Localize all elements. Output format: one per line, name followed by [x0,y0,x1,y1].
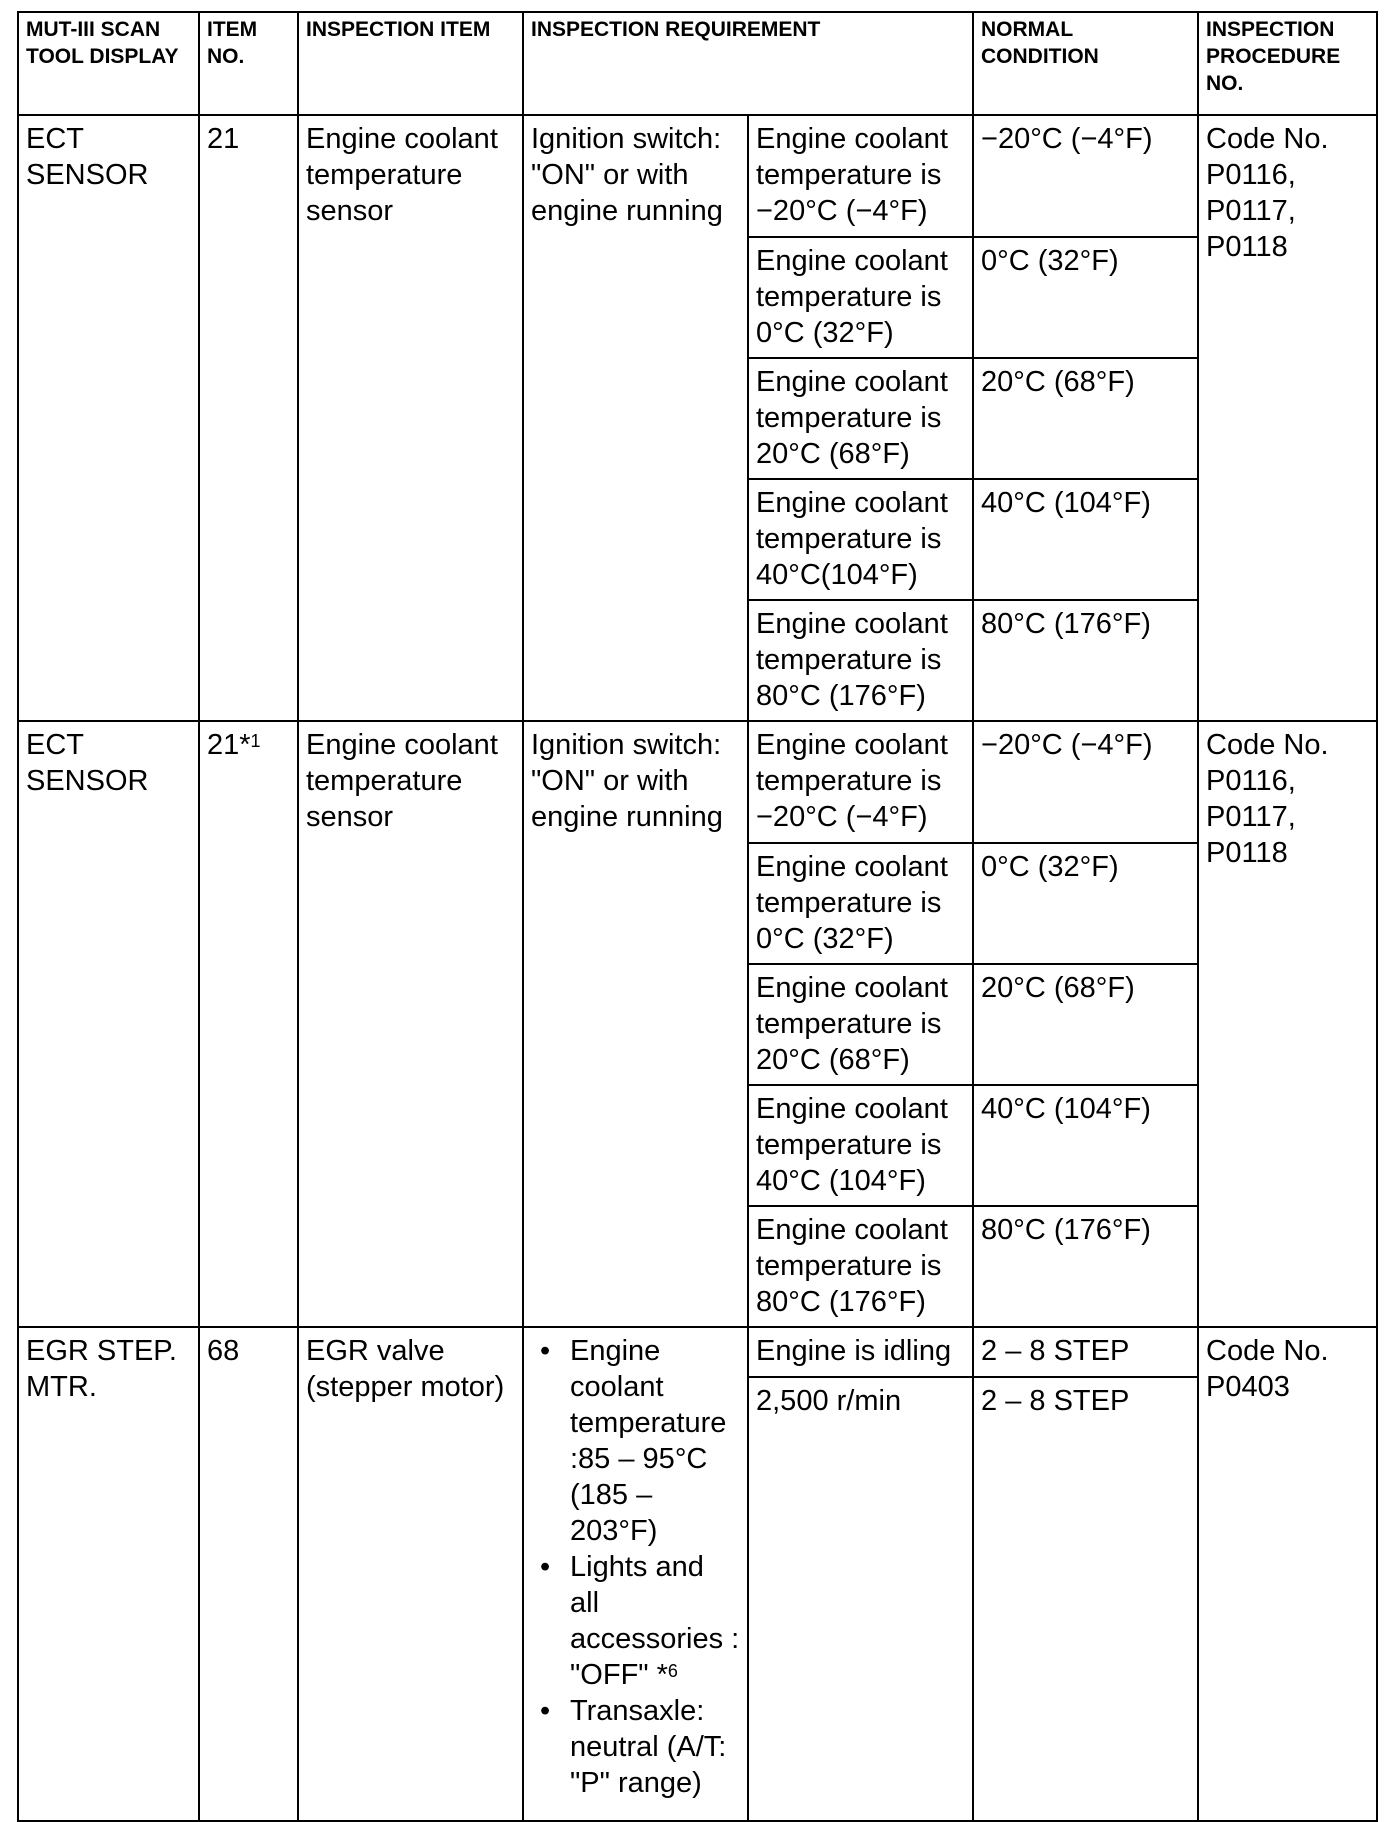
scan-tool-display-cell: ECT SENSOR [18,721,199,1327]
condition-cell: Engine coolant temperature is 0°C (32°F) [748,843,973,964]
condition-cell: Engine is idling [748,1327,973,1377]
header-scan-tool-display: MUT-III SCAN TOOL DISPLAY [18,12,199,115]
header-normal-condition: NORMAL CONDITION [973,12,1198,115]
scan-tool-display-cell: ECT SENSOR [18,115,199,721]
normal-condition-cell: 2 – 8 STEP [973,1327,1198,1377]
condition-cell: Engine coolant temperature is 40°C(104°F) [748,479,973,600]
inspection-item-cell: Engine coolant temperature sensor [298,115,523,721]
normal-condition-cell: 20°C (68°F) [973,964,1198,1085]
condition-cell: Engine coolant temperature is 80°C (176°F) [748,600,973,721]
footnote-marker: 6 [667,1661,678,1681]
condition-cell: Engine coolant temperature is 0°C (32°F) [748,237,973,358]
requirement-bullet-list [531,1333,740,1801]
table-row [18,721,1377,843]
condition-cell: Engine coolant temperature is −20°C (−4°F) [748,115,973,237]
list-item: • Engine coolant temperature :85 – 95°C (185 – 203°F) [531,1333,740,1549]
procedure-no-cell: Code No. P0403 [1198,1327,1377,1821]
item-no-cell: 68 [199,1327,298,1821]
header-procedure-no: INSPECTION PROCEDURE NO. [1198,12,1377,115]
item-no-text: 21* [207,729,251,761]
inspection-table [17,11,1378,1822]
normal-condition-cell: 20°C (68°F) [973,358,1198,479]
list-item: • Transaxle: neutral (A/T: "P" range) [531,1693,740,1801]
item-no-cell [199,721,298,1327]
header-item-no: ITEM NO. [199,12,298,115]
table-row [18,115,1377,237]
inspection-requirement-cell: Ignition switch: "ON" or with engine running [523,721,748,1327]
footnote-marker: 1 [250,731,261,751]
condition-cell: Engine coolant temperature is −20°C (−4°F) [748,721,973,843]
condition-cell: Engine coolant temperature is 40°C (104°F) [748,1085,973,1206]
condition-cell: 2,500 r/min [748,1377,973,1821]
header-inspection-item: INSPECTION ITEM [298,12,523,115]
bullet-text: Lights and all accessories : "OFF" * [570,1551,740,1691]
header-row [18,12,1377,115]
condition-cell: Engine coolant temperature is 80°C (176°F) [748,1206,973,1327]
normal-condition-cell: −20°C (−4°F) [973,115,1198,237]
list-item [531,1549,740,1693]
procedure-no-cell: Code No. P0116, P0117, P0118 [1198,721,1377,1327]
table-row [18,1327,1377,1377]
inspection-requirement-cell [523,1327,748,1821]
normal-condition-cell: 2 – 8 STEP [973,1377,1198,1821]
normal-condition-cell: 40°C (104°F) [973,479,1198,600]
procedure-no-cell: Code No. P0116, P0117, P0118 [1198,115,1377,721]
inspection-item-cell: EGR valve (stepper motor) [298,1327,523,1821]
inspection-item-cell: Engine coolant temperature sensor [298,721,523,1327]
inspection-requirement-cell: Ignition switch: "ON" or with engine running [523,115,748,721]
normal-condition-cell: 80°C (176°F) [973,1206,1198,1327]
condition-cell: Engine coolant temperature is 20°C (68°F) [748,964,973,1085]
scan-tool-display-cell: EGR STEP. MTR. [18,1327,199,1821]
normal-condition-cell: −20°C (−4°F) [973,721,1198,843]
normal-condition-cell: 80°C (176°F) [973,600,1198,721]
normal-condition-cell: 40°C (104°F) [973,1085,1198,1206]
normal-condition-cell: 0°C (32°F) [973,843,1198,964]
item-no-cell: 21 [199,115,298,721]
normal-condition-cell: 0°C (32°F) [973,237,1198,358]
condition-cell: Engine coolant temperature is 20°C (68°F) [748,358,973,479]
header-inspection-requirement: INSPECTION REQUIREMENT [523,12,973,115]
